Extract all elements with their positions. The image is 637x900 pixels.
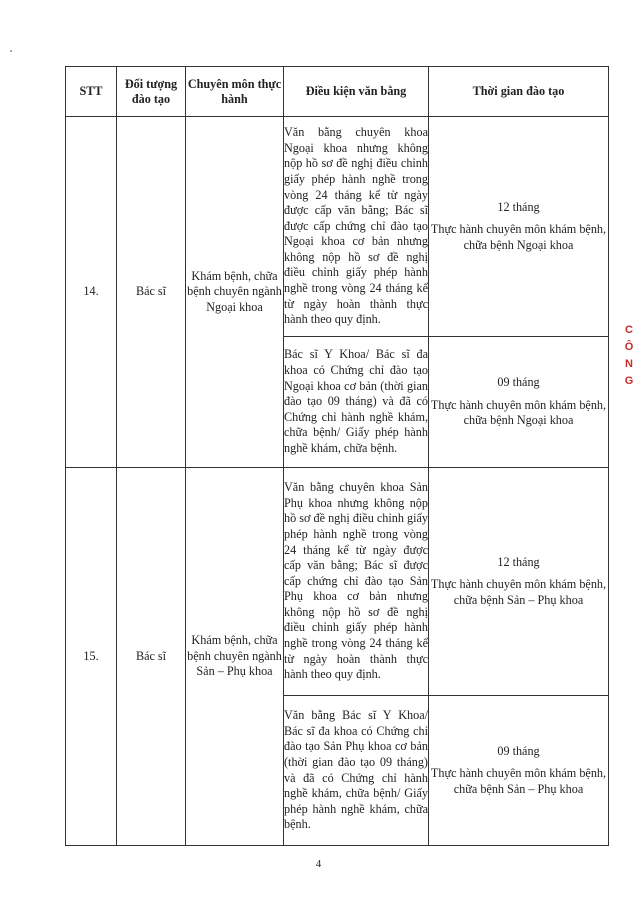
duration-cell	[429, 468, 609, 696]
duration-detail: Thực hành chuyên môn khám bệnh, chữa bệnh Ngoại khoa	[430, 222, 607, 252]
duration-cell	[429, 696, 609, 846]
duration-detail: Thực hành chuyên môn khám bệnh, chữa bệnh Ngoại khoa	[430, 397, 607, 428]
condition-text: Văn bằng chuyên khoa Sản Phụ khoa nhưng không nộp hồ sơ đề nghị điều chỉnh giấy phép hành nghề trong vòng 24 tháng kể từ ngày được cấp văn bằng; Bác sĩ được cấp chứng chỉ đào tạo Sản Phụ khoa cơ bản nhưng không nộp hồ sơ đề nghị điều chỉnh giấy phép hành nghề trong vòng 24 tháng kể từ ngày hoàn thành thực hành theo quy định.	[284, 480, 428, 682]
row-target: Bác sĩ	[117, 117, 186, 468]
header-conditions: Điều kiện văn bằng	[284, 67, 429, 117]
row-stt: 14.	[66, 117, 117, 468]
duration-months: 12 tháng	[497, 554, 540, 569]
table-row	[66, 468, 609, 696]
side-stamp	[621, 322, 637, 390]
header-stt: STT	[66, 67, 117, 117]
duration-detail: Thực hành chuyên môn khám bệnh, chữa bệnh Sản – Phụ khoa	[430, 766, 607, 796]
duration-cell	[429, 337, 609, 468]
condition-cell	[284, 696, 429, 846]
header-specialty: Chuyên môn thực hành	[186, 67, 284, 117]
row-stt: 15.	[66, 468, 117, 846]
duration-months: 09 tháng	[497, 375, 540, 390]
training-conditions-table	[65, 66, 609, 846]
duration-detail: Thực hành chuyên môn khám bệnh, chữa bệnh Sản – Phụ khoa	[430, 577, 607, 607]
row-target: Bác sĩ	[117, 468, 186, 846]
condition-text: Văn bằng Bác sĩ Y Khoa/ Bác sĩ đa khoa có Chứng chỉ đào tạo Sản Phụ khoa cơ bản (thời gian đào tạo 09 tháng) và đã có Chứng chỉ hành nghề khám, chữa bệnh/ Giấy phép hành nghề khám, chữa bệnh.	[284, 708, 428, 832]
condition-cell	[284, 337, 429, 468]
scan-speck	[10, 50, 12, 52]
table-row	[66, 117, 609, 337]
duration-months: 09 tháng	[497, 743, 540, 758]
page-number: 4	[315, 858, 322, 870]
condition-cell	[284, 117, 429, 337]
header-duration: Thời gian đào tạo	[429, 67, 609, 117]
condition-text: Văn bằng chuyên khoa Ngoại khoa nhưng không nộp hồ sơ đề nghị điều chỉnh giấy phép hành nghề trong vòng 24 tháng kể từ ngày được cấp văn bằng; Bác sĩ được cấp chứng chỉ đào tạo Ngoại khoa cơ bản nhưng không nộp hồ sơ đề nghị điều chỉnh giấy phép hành nghề trong vòng 24 tháng kể từ ngày hoàn thành thực hành theo quy định.	[284, 125, 428, 327]
duration-cell	[429, 117, 609, 337]
condition-cell	[284, 468, 429, 696]
header-row	[66, 67, 609, 117]
header-target: Đối tượng đào tạo	[117, 67, 186, 117]
condition-text: Bác sĩ Y Khoa/ Bác sĩ đa khoa có Chứng chỉ đào tạo Ngoại khoa cơ bản (thời gian đào tạo 09 tháng) và đã có Chứng chỉ hành nghề khám, chữa bệnh/ Giấy phép hành nghề khám, chữa bệnh.	[284, 347, 428, 455]
duration-months: 12 tháng	[497, 199, 540, 214]
row-specialty: Khám bệnh, chữa bệnh chuyên ngành Ngoại khoa	[186, 117, 284, 468]
row-specialty: Khám bệnh, chữa bệnh chuyên ngành Sản – Phụ khoa	[186, 468, 284, 846]
side-stamp-text: CÔNG	[624, 324, 634, 387]
